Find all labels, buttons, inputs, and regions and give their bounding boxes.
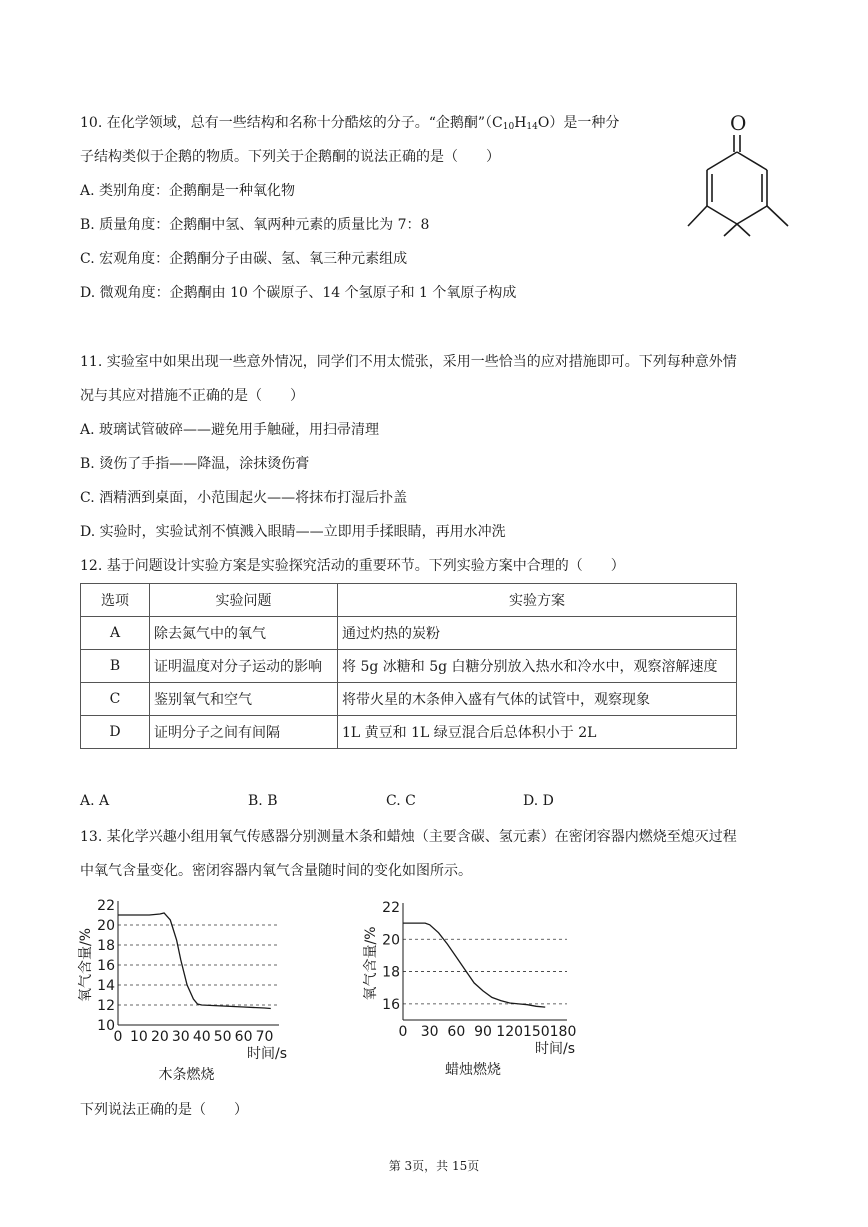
x-axis-label: 时间/s	[534, 1041, 576, 1057]
chart-title: 木条燃烧	[158, 1067, 215, 1083]
candle-burning-oxygen-chart	[355, 890, 595, 1090]
table-cell-plan: 将 5g 冰糖和 5g 白糖分别放入热水和冷水中，观察溶解速度	[338, 650, 737, 683]
x-tick-label: 180	[549, 1024, 577, 1040]
y-tick-label: 12	[97, 998, 115, 1014]
y-tick-label: 16	[97, 958, 115, 974]
q12-answer-a: A. A	[80, 793, 110, 809]
table-cell-plan: 1L 黄豆和 1L 绿豆混合后总体积小于 2L	[338, 716, 737, 749]
q10-option-a: A. 类别角度：企鹅酮是一种氧化物	[80, 183, 296, 199]
x-tick-label: 20	[150, 1029, 169, 1045]
y-axis-label: 氧气含量/%	[363, 926, 379, 1001]
table-cell-option: D	[81, 716, 150, 749]
q13-stem-line1: 13. 某化学兴趣小组用氧气传感器分别测量木条和蜡烛（主要含碳、氢元素）在密闭容器内燃烧至熄灭过程	[80, 829, 737, 845]
table-row	[81, 716, 737, 749]
table-cell-problem: 除去氮气中的氧气	[150, 617, 338, 650]
x-tick-label: 70	[255, 1029, 274, 1045]
page-footer: 第 3页，共 15页	[388, 1159, 480, 1173]
q13-question: 下列说法正确的是（ ）	[80, 1102, 248, 1118]
table-cell-plan: 通过灼热的炭粉	[338, 617, 737, 650]
q10-option-c: C. 宏观角度：企鹅酮分子由碳、氢、氧三种元素组成	[80, 251, 408, 267]
x-tick-label: 0	[398, 1024, 408, 1040]
q10-stem-line1: 10. 在化学领域，总有一些结构和名称十分酷炫的分子。“企鹅酮$”(C_{10}H_{14}O)$是一种分	[80, 115, 620, 132]
table-cell-plan: 将带火星的木条伸入盛有气体的试管中，观察现象	[338, 683, 737, 716]
wood-burning-oxygen-chart	[75, 890, 305, 1090]
q10-stem-line2: 子结构类似于企鹅的物质。下列关于企鹅酮的说法正确的是（ ）	[80, 149, 500, 165]
table-cell-problem: 鉴别氧气和空气	[150, 683, 338, 716]
chart-title: 蜡烛燃烧	[445, 1062, 501, 1078]
y-tick-label: 22	[382, 900, 400, 916]
q11-stem-line2: 况与其应对措施不正确的是（ ）	[80, 388, 304, 404]
y-tick-label: 16	[382, 996, 400, 1013]
q12-answer-c: C. C	[386, 793, 416, 809]
q13-stem-line2: 中氧气含量变化。密闭容器内氧气含量随时间的变化如图所示。	[80, 863, 472, 879]
q11-option-b: B. 烫伤了手指——降温，涂抹烫伤膏	[80, 456, 310, 472]
x-tick-label: 0	[113, 1029, 123, 1045]
table-header-cell: 选项	[81, 584, 150, 617]
table-header-cell: 实验方案	[338, 584, 737, 617]
x-tick-label: 30	[420, 1024, 439, 1040]
q12-experiment-table	[80, 583, 737, 749]
q12-answer-b: B. B	[248, 793, 278, 809]
x-tick-label: 10	[130, 1029, 148, 1045]
x-tick-label: 90	[474, 1024, 492, 1040]
x-tick-label: 60	[234, 1029, 253, 1045]
q11-stem-line1: 11. 实验室中如果出现一些意外情况，同学们不用太慌张，采用一些恰当的应对措施即可。下列每种意外情	[80, 354, 737, 370]
table-cell-option: B	[81, 650, 150, 683]
table-row	[81, 683, 737, 716]
y-tick-label: 18	[382, 964, 400, 981]
y-tick-label: 20	[382, 932, 400, 949]
x-tick-label: 30	[171, 1029, 190, 1045]
q11-option-a: A. 玻璃试管破碎——避免用手触碰，用扫帚清理	[80, 422, 380, 438]
x-tick-label: 150	[522, 1024, 550, 1040]
table-cell-problem: 证明分子之间有间隔	[150, 716, 338, 749]
oxygen-atom-label: O	[730, 111, 747, 135]
y-tick-label: 14	[97, 978, 115, 994]
x-tick-label: 120	[496, 1024, 524, 1040]
penguinone-structure-diagram	[680, 108, 800, 238]
oxygen-content-line	[118, 913, 271, 1009]
table-cell-option: A	[81, 617, 150, 650]
x-axis-label: 时间/s	[246, 1046, 288, 1062]
y-tick-label: 22	[97, 898, 115, 914]
table-cell-option: C	[81, 683, 150, 716]
table-header-row	[81, 584, 737, 617]
y-tick-label: 10	[97, 1018, 115, 1034]
q12-answer-d: D. D	[523, 793, 554, 809]
ring-bonds	[688, 135, 788, 236]
table-header-cell: 实验问题	[150, 584, 338, 617]
q12-stem: 12. 基于问题设计实验方案是实验探究活动的重要环节。下列实验方案中合理的（ ）	[80, 558, 625, 574]
x-tick-label: 60	[447, 1024, 466, 1040]
y-tick-label: 20	[97, 918, 115, 934]
table-row	[81, 650, 737, 683]
q11-option-c: C. 酒精洒到桌面，小范围起火——将抹布打湿后扑盖	[80, 490, 408, 506]
table-cell-problem: 证明温度对分子运动的影响	[150, 650, 338, 683]
table-row	[81, 617, 737, 650]
q10-option-b: B. 质量角度：企鹅酮中氢、氧两种元素的质量比为 7：8	[80, 217, 430, 233]
q11-option-d: D. 实验时，实验试剂不慎溅入眼睛——立即用手揉眼睛，再用水冲洗	[80, 524, 506, 540]
y-axis-label: 氧气含量/%	[78, 927, 94, 1003]
oxygen-content-line	[403, 923, 545, 1007]
x-tick-label: 50	[213, 1029, 232, 1045]
y-tick-label: 18	[97, 938, 115, 954]
x-tick-label: 40	[192, 1029, 211, 1045]
q10-option-d: D. 微观角度：企鹅酮由 10 个碳原子、14 个氢原子和 1 个氧原子构成	[80, 285, 517, 301]
